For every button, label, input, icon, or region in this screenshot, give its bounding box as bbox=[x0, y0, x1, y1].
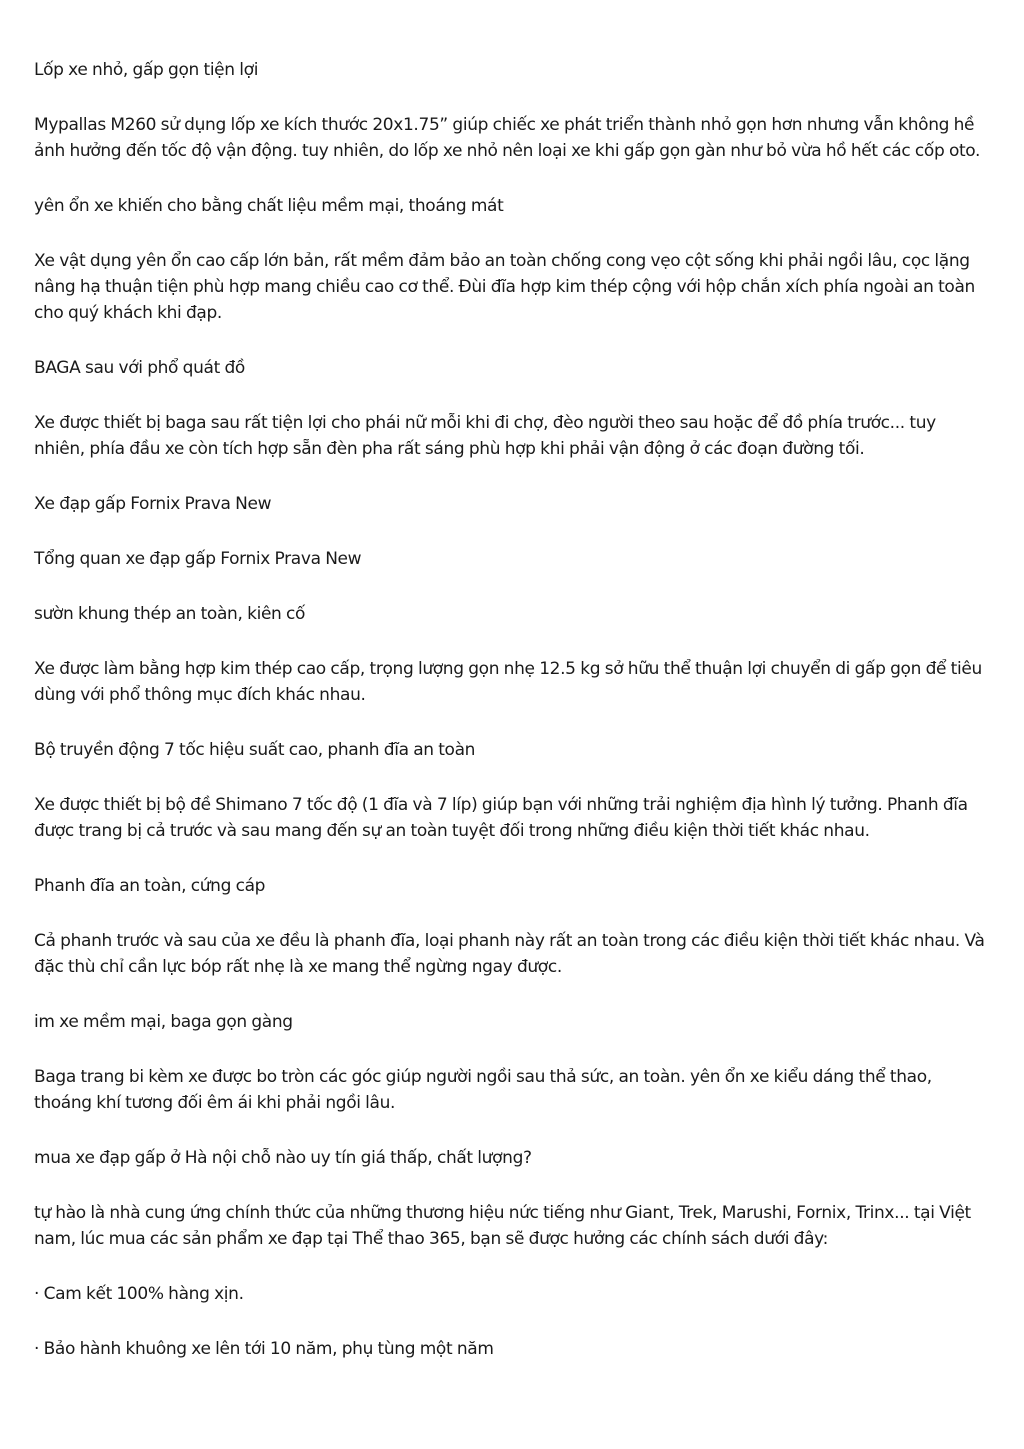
list-item-warranty: · Bảo hành khuông xe lên tới 10 năm, phụ tùng một năm bbox=[34, 1339, 494, 1359]
paragraph-frame: sườn khung thép an toàn, kiên cố bbox=[34, 604, 306, 624]
paragraph-saddle-rack-body: Baga trang bi kèm xe được bo tròn các góc giúp người ngồi sau thả sức, an toàn. yên ổn xe kiểu dáng thể thao, thoáng khí tương đối êm ái khi phải ngồi lâu. bbox=[34, 1067, 932, 1113]
paragraph-frame-body: Xe được làm bằng hợp kim thép cao cấp, trọng lượng gọn nhẹ 12.5 kg sở hữu thể thuận lợi chuyển di gấp gọn để tiêu dùng với phổ thông mục đích khác nhau. bbox=[34, 659, 982, 705]
paragraph-rack: BAGA sau với phổ quát đồ bbox=[34, 358, 245, 378]
paragraph-brake-body: Cả phanh trước và sau của xe đều là phanh đĩa, loại phanh này rất an toàn trong các điều kiện thời tiết khác nhau. Và đặc thù chỉ cần lực bóp rất nhẹ là xe mang thể ngừng ngay được. bbox=[34, 931, 985, 977]
paragraph-rack-body: Xe được thiết bị baga sau rất tiện lợi cho phái nữ mỗi khi đi chợ, đèo người theo sau hoặc để đồ phía trước... tuy nhiên, phía đầu xe còn tích hợp sẵn đèn pha rất sáng phù hợp khi phải vận động ở các đoạn đường tối. bbox=[34, 413, 936, 459]
paragraph-saddle-rack: im xe mềm mại, baga gọn gàng bbox=[34, 1012, 293, 1032]
paragraph-seat-body: Xe vật dụng yên ổn cao cấp lớn bản, rất mềm đảm bảo an toàn chống cong vẹo cột sống khi phải ngồi lâu, cọc lặng nâng hạ thuận tiện phù hợp mang chiều cao cơ thể. Đùi đĩa hợp kim thép cộng với hộp chắn xích phía ngoài an toàn cho quý khách khi đạp. bbox=[34, 251, 975, 323]
paragraph-where-to-buy-body: tự hào là nhà cung ứng chính thức của những thương hiệu nức tiếng như Giant, Trek, Marushi, Fornix, Trinx... tại Việt nam, lúc mua các sản phẩm xe đạp tại Thể thao 365, bạn sẽ được hưởng các chính sách dưới đây: bbox=[34, 1203, 971, 1249]
paragraph-tire: Lốp xe nhỏ, gấp gọn tiện lợi bbox=[34, 60, 259, 80]
paragraph-drivetrain: Bộ truyền động 7 tốc hiệu suất cao, phanh đĩa an toàn bbox=[34, 740, 476, 760]
paragraph-product-name: Xe đạp gấp Fornix Prava New bbox=[34, 494, 272, 514]
paragraph-brake: Phanh đĩa an toàn, cứng cáp bbox=[34, 876, 266, 896]
list-item-authentic: · Cam kết 100% hàng xịn. bbox=[34, 1284, 244, 1304]
paragraph-overview: Tổng quan xe đạp gấp Fornix Prava New bbox=[34, 549, 362, 569]
paragraph-seat: yên ổn xe khiến cho bằng chất liệu mềm mại, thoáng mát bbox=[34, 196, 504, 216]
paragraph-where-to-buy: mua xe đạp gấp ở Hà nội chỗ nào uy tín giá thấp, chất lượng? bbox=[34, 1148, 532, 1168]
paragraph-drivetrain-body: Xe được thiết bị bộ đề Shimano 7 tốc độ (1 đĩa và 7 líp) giúp bạn với những trải nghiệm địa hình lý tưởng. Phanh đĩa được trang bị cả trước và sau mang đến sự an toàn tuyệt đối trong những điều kiện thời tiết khác nhau. bbox=[34, 795, 968, 841]
paragraph-tire-body: Mypallas M260 sử dụng lốp xe kích thước 20x1.75” giúp chiếc xe phát triển thành nhỏ gọn hơn nhưng vẫn không hề ảnh hưởng đến tốc độ vận động. tuy nhiên, do lốp xe nhỏ nên loại xe khi gấp gọn gàn như bỏ vừa hồ hết các cốp oto. bbox=[34, 115, 981, 161]
